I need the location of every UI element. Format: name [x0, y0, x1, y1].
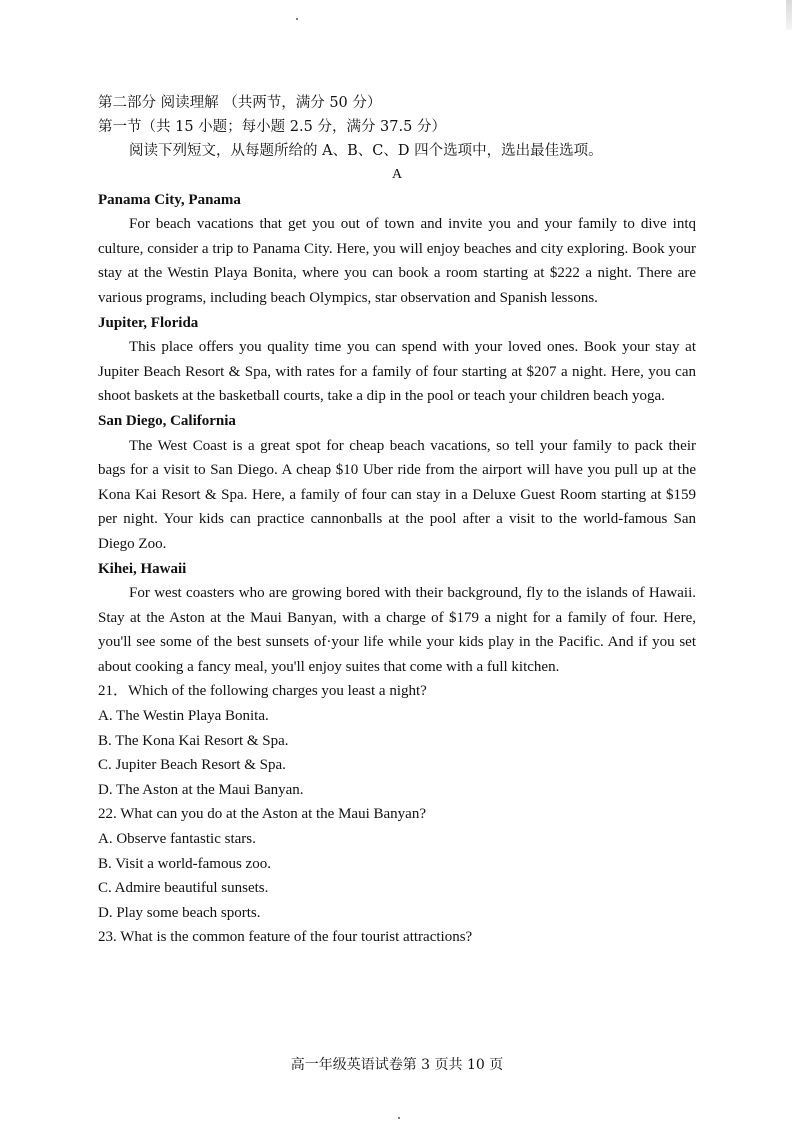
- answer-option: A. Observe fantastic stars.: [98, 831, 256, 848]
- answer-option: B. Visit a world-famous zoo.: [98, 855, 271, 872]
- passage-heading: Kihei, Hawaii: [98, 560, 187, 577]
- question-stem: 22. What can you do at the Aston at the Maui Banyan?: [98, 806, 426, 823]
- question-21: [98, 679, 696, 802]
- passage-heading: Jupiter, Florida: [98, 314, 199, 331]
- scan-speck: [296, 18, 298, 20]
- subsection-title: 第一节（共 15 小题；每小题 2.5 分，满分 37.5 分）: [98, 119, 446, 135]
- page-footer: 高一年级英语试卷第 3 页共 10 页: [290, 1057, 504, 1073]
- answer-option: B. The Kona Kai Resort & Spa.: [98, 732, 289, 749]
- instruction: 阅读下列短文，从每题所给的 A、B、C、D 四个选项中，选出最佳选项。: [129, 143, 603, 159]
- part-title: 第二部分 阅读理解 （共两节，满分 50 分）: [98, 95, 382, 111]
- passage-paragraph: The West Coast is a great spot for cheap beach vacations, so tell your family to pack their bags for a visit to San Diego. A cheap $10 Uber ride from the airport will have you pull up at the Kona Kai Resort & Spa. Here, a family of four can stay in a Deluxe Guest Room starting at $159 per night. Your kids can practice cannonballs at the pool after a visit to the world-famous San Diego Zoo.: [98, 437, 696, 552]
- answer-option: C. Admire beautiful sunsets.: [98, 880, 269, 897]
- passage: [98, 188, 696, 680]
- answer-option: C. Jupiter Beach Resort & Spa.: [98, 757, 286, 774]
- passage-heading: Panama City, Panama: [98, 191, 241, 208]
- passage-label: A: [391, 167, 403, 182]
- passage-heading: San Diego, California: [98, 412, 236, 429]
- question-stem: 21．Which of the following charges you least a night?: [98, 683, 427, 700]
- question-22: [98, 802, 696, 925]
- scan-edge-shadow: [786, 0, 792, 30]
- answer-option: D. The Aston at the Maui Banyan.: [98, 781, 304, 798]
- answer-option: D. Play some beach sports.: [98, 904, 261, 921]
- exam-content: [98, 91, 696, 950]
- scan-speck: [398, 1117, 400, 1119]
- passage-paragraph: For west coasters who are growing bored with their background, fly to the islands of Hawaii. Stay at the Aston at the Maui Banyan, with a charge of $179 a night for a family of four. Here, you'll see some of the best sunsets of·your life while your kids play in the Pacific. And if you set about cooking a fancy meal, you'll enjoy suites that come with a full kitchen.: [98, 585, 696, 675]
- answer-option: A. The Westin Playa Bonita.: [98, 708, 269, 725]
- question-stem: 23. What is the common feature of the four tourist attractions?: [98, 929, 473, 946]
- question-23: [98, 925, 696, 950]
- passage-paragraph: For beach vacations that get you out of town and invite you and your family to dive intq culture, consider a trip to Panama City. Here, you will enjoy beaches and city exploring. Book your stay at the Westin Playa Bonita, where you can book a room starting at $222 a night. There are various programs, including beach Olympics, star observation and Spanish lessons.: [98, 216, 696, 306]
- passage-paragraph: This place offers you quality time you can spend with your loved ones. Book your stay at Jupiter Beach Resort & Spa, with rates for a family of four starting at $207 a night. Here, you can shoot baskets at the basketball courts, take a dip in the pool or teach your children beach yoga.: [98, 339, 696, 405]
